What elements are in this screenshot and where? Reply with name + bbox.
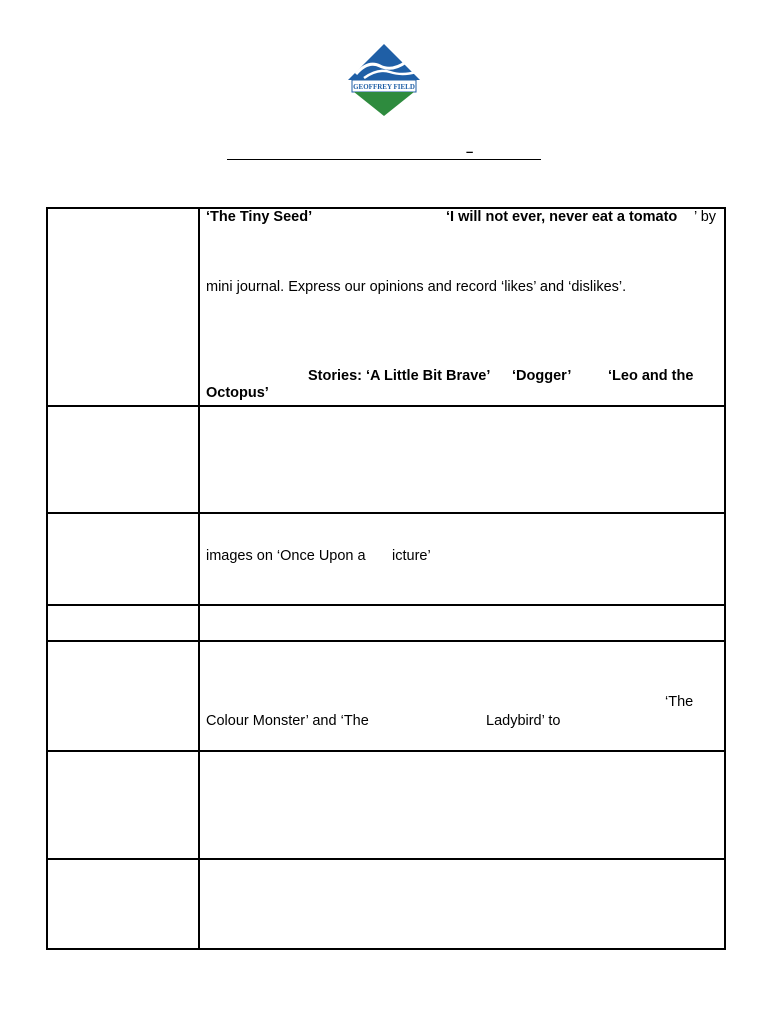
row-content-cell <box>199 513 725 605</box>
planning-table <box>46 207 726 950</box>
table-row <box>47 605 725 641</box>
row-label-cell <box>47 513 199 605</box>
journal-text: mini journal. Express our opinions and record ‘likes’ and ‘dislikes’. <box>206 279 627 295</box>
colour-monster-text: Colour Monster’ and ‘The <box>206 713 369 729</box>
story-dogger: ‘Dogger’ <box>512 368 572 384</box>
table-row <box>47 641 725 751</box>
the-text: ‘The <box>665 694 694 710</box>
table-row <box>47 406 725 513</box>
row-content-cell <box>199 641 725 751</box>
row-content-cell <box>199 208 725 406</box>
story-title-tomato: ‘I will not ever, never eat a tomato <box>446 209 678 225</box>
table-row <box>47 859 725 949</box>
row-label-cell <box>47 208 199 406</box>
title-underline <box>227 159 541 160</box>
row-content-cell <box>199 751 725 859</box>
row-label-cell <box>47 605 199 641</box>
picture-text: icture’ <box>392 548 431 564</box>
school-logo <box>346 42 422 118</box>
stories-label: Stories: ‘A Little Bit Brave’ <box>308 368 491 384</box>
row-label-cell <box>47 751 199 859</box>
story-octopus: Octopus’ <box>206 385 269 401</box>
story-by: ’ by <box>694 209 717 225</box>
row-label-cell <box>47 406 199 513</box>
title-dash: – <box>466 144 474 159</box>
row-label-cell <box>47 641 199 751</box>
table-row <box>47 208 725 406</box>
logo-diamond-green <box>354 92 414 116</box>
row-label-cell <box>47 859 199 949</box>
row-content-cell <box>199 859 725 949</box>
row-content-cell <box>199 605 725 641</box>
logo-text: GEOFFREY FIELD <box>353 83 415 91</box>
table-row <box>47 513 725 605</box>
table-row <box>47 751 725 859</box>
ladybird-text: Ladybird’ to <box>486 713 561 729</box>
story-leo: ‘Leo and the <box>608 368 694 384</box>
story-title-tiny-seed: ‘The Tiny Seed’ <box>206 209 313 225</box>
images-text: images on ‘Once Upon a <box>206 548 366 564</box>
row-content-cell <box>199 406 725 513</box>
